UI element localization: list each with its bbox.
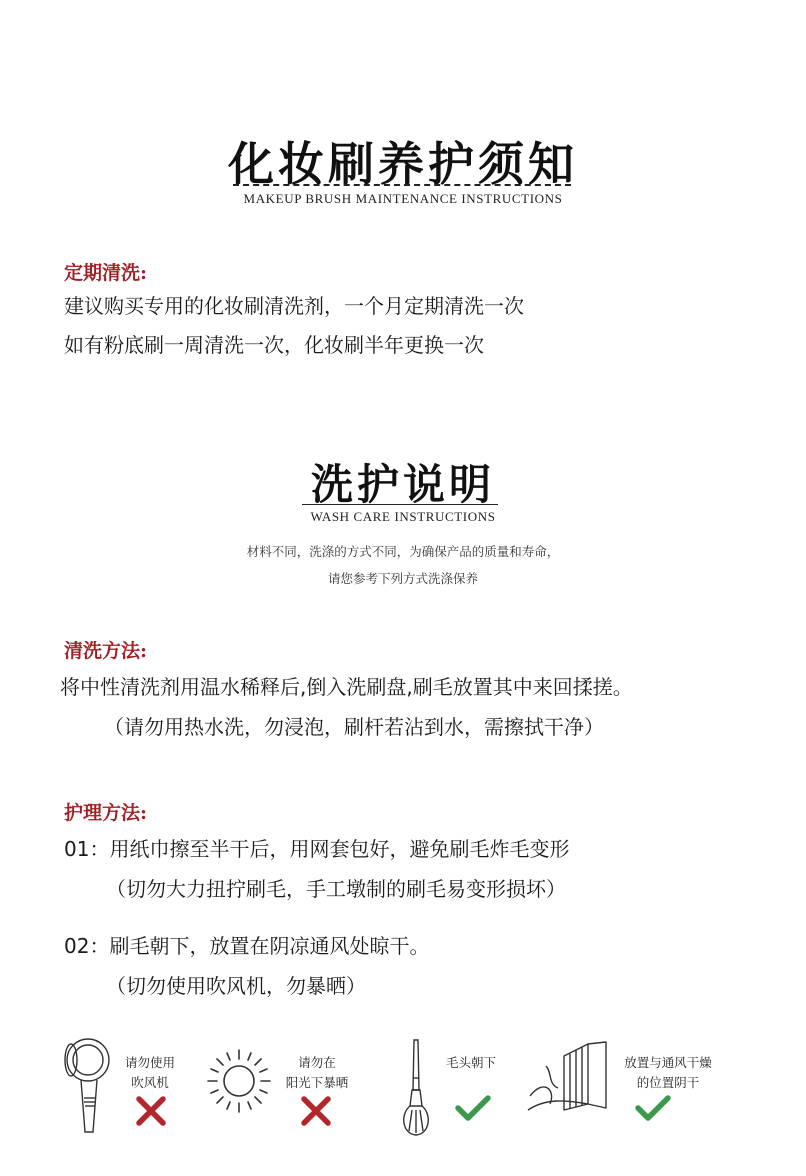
- regular-cleaning-line-1: 建议购买专用的化妆刷清洗剂，一个月定期清洗一次: [64, 294, 524, 318]
- hair-dryer-label: 请勿使用 吹风机: [124, 1055, 175, 1090]
- allowed-check-icon: [453, 1091, 493, 1125]
- care-step-2-note: （切勿使用吹风机，勿暴晒）: [106, 974, 366, 998]
- wash-care-subtitle: WASH CARE INSTRUCTIONS: [310, 509, 496, 524]
- care-step-2-text: 02：刷毛朝下，放置在阴凉通风处晾干。: [64, 934, 430, 958]
- wash-care-intro-line-2: 请您参考下列方式洗涤保养: [327, 571, 478, 586]
- wash-method-heading: 清洗方法:: [64, 640, 148, 662]
- brush-down-icon: [398, 1036, 434, 1138]
- wash-care-intro-line-1: 材料不同，洗涤的方式不同，为确保产品的质量和寿命，: [246, 544, 560, 559]
- allowed-check-icon: [633, 1091, 673, 1125]
- brush-down-label: 毛头朝下: [445, 1055, 496, 1070]
- ventilated-window-icon: [526, 1038, 610, 1118]
- main-title: 化妆刷养护须知: [228, 137, 578, 191]
- main-subtitle: MAKEUP BRUSH MAINTENANCE INSTRUCTIONS: [243, 191, 563, 206]
- wash-method-line-2: （请勿用热水洗，勿浸泡，刷杆若沾到水，需擦拭干净）: [104, 715, 604, 739]
- sun-label: 请勿在 阳光下暴晒: [285, 1055, 349, 1090]
- care-method-heading: 护理方法:: [64, 802, 148, 824]
- window-label: 放置与通风干燥 的位置阴干: [624, 1055, 712, 1090]
- wash-method-line-1: 将中性清洗剂用温水稀释后,倒入洗刷盘,刷毛放置其中来回揉搓。: [60, 675, 633, 699]
- care-step-1-text: 01：用纸巾擦至半干后，用网套包好，避免刷毛炸毛变形: [64, 837, 570, 861]
- title-dash-divider: [233, 184, 571, 186]
- regular-cleaning-heading: 定期清洗:: [64, 262, 148, 284]
- sun-icon: [204, 1046, 274, 1116]
- regular-cleaning-line-2: 如有粉底刷一周清洗一次，化妆刷半年更换一次: [64, 333, 484, 357]
- care-step-1-note: （切勿大力扭拧刷毛，手工墩制的刷毛易变形损坏）: [106, 877, 566, 901]
- wash-care-underline: [302, 504, 498, 505]
- forbidden-mark-icon: [299, 1094, 333, 1128]
- wash-care-title: 洗护说明: [310, 460, 495, 509]
- forbidden-mark-icon: [134, 1094, 168, 1128]
